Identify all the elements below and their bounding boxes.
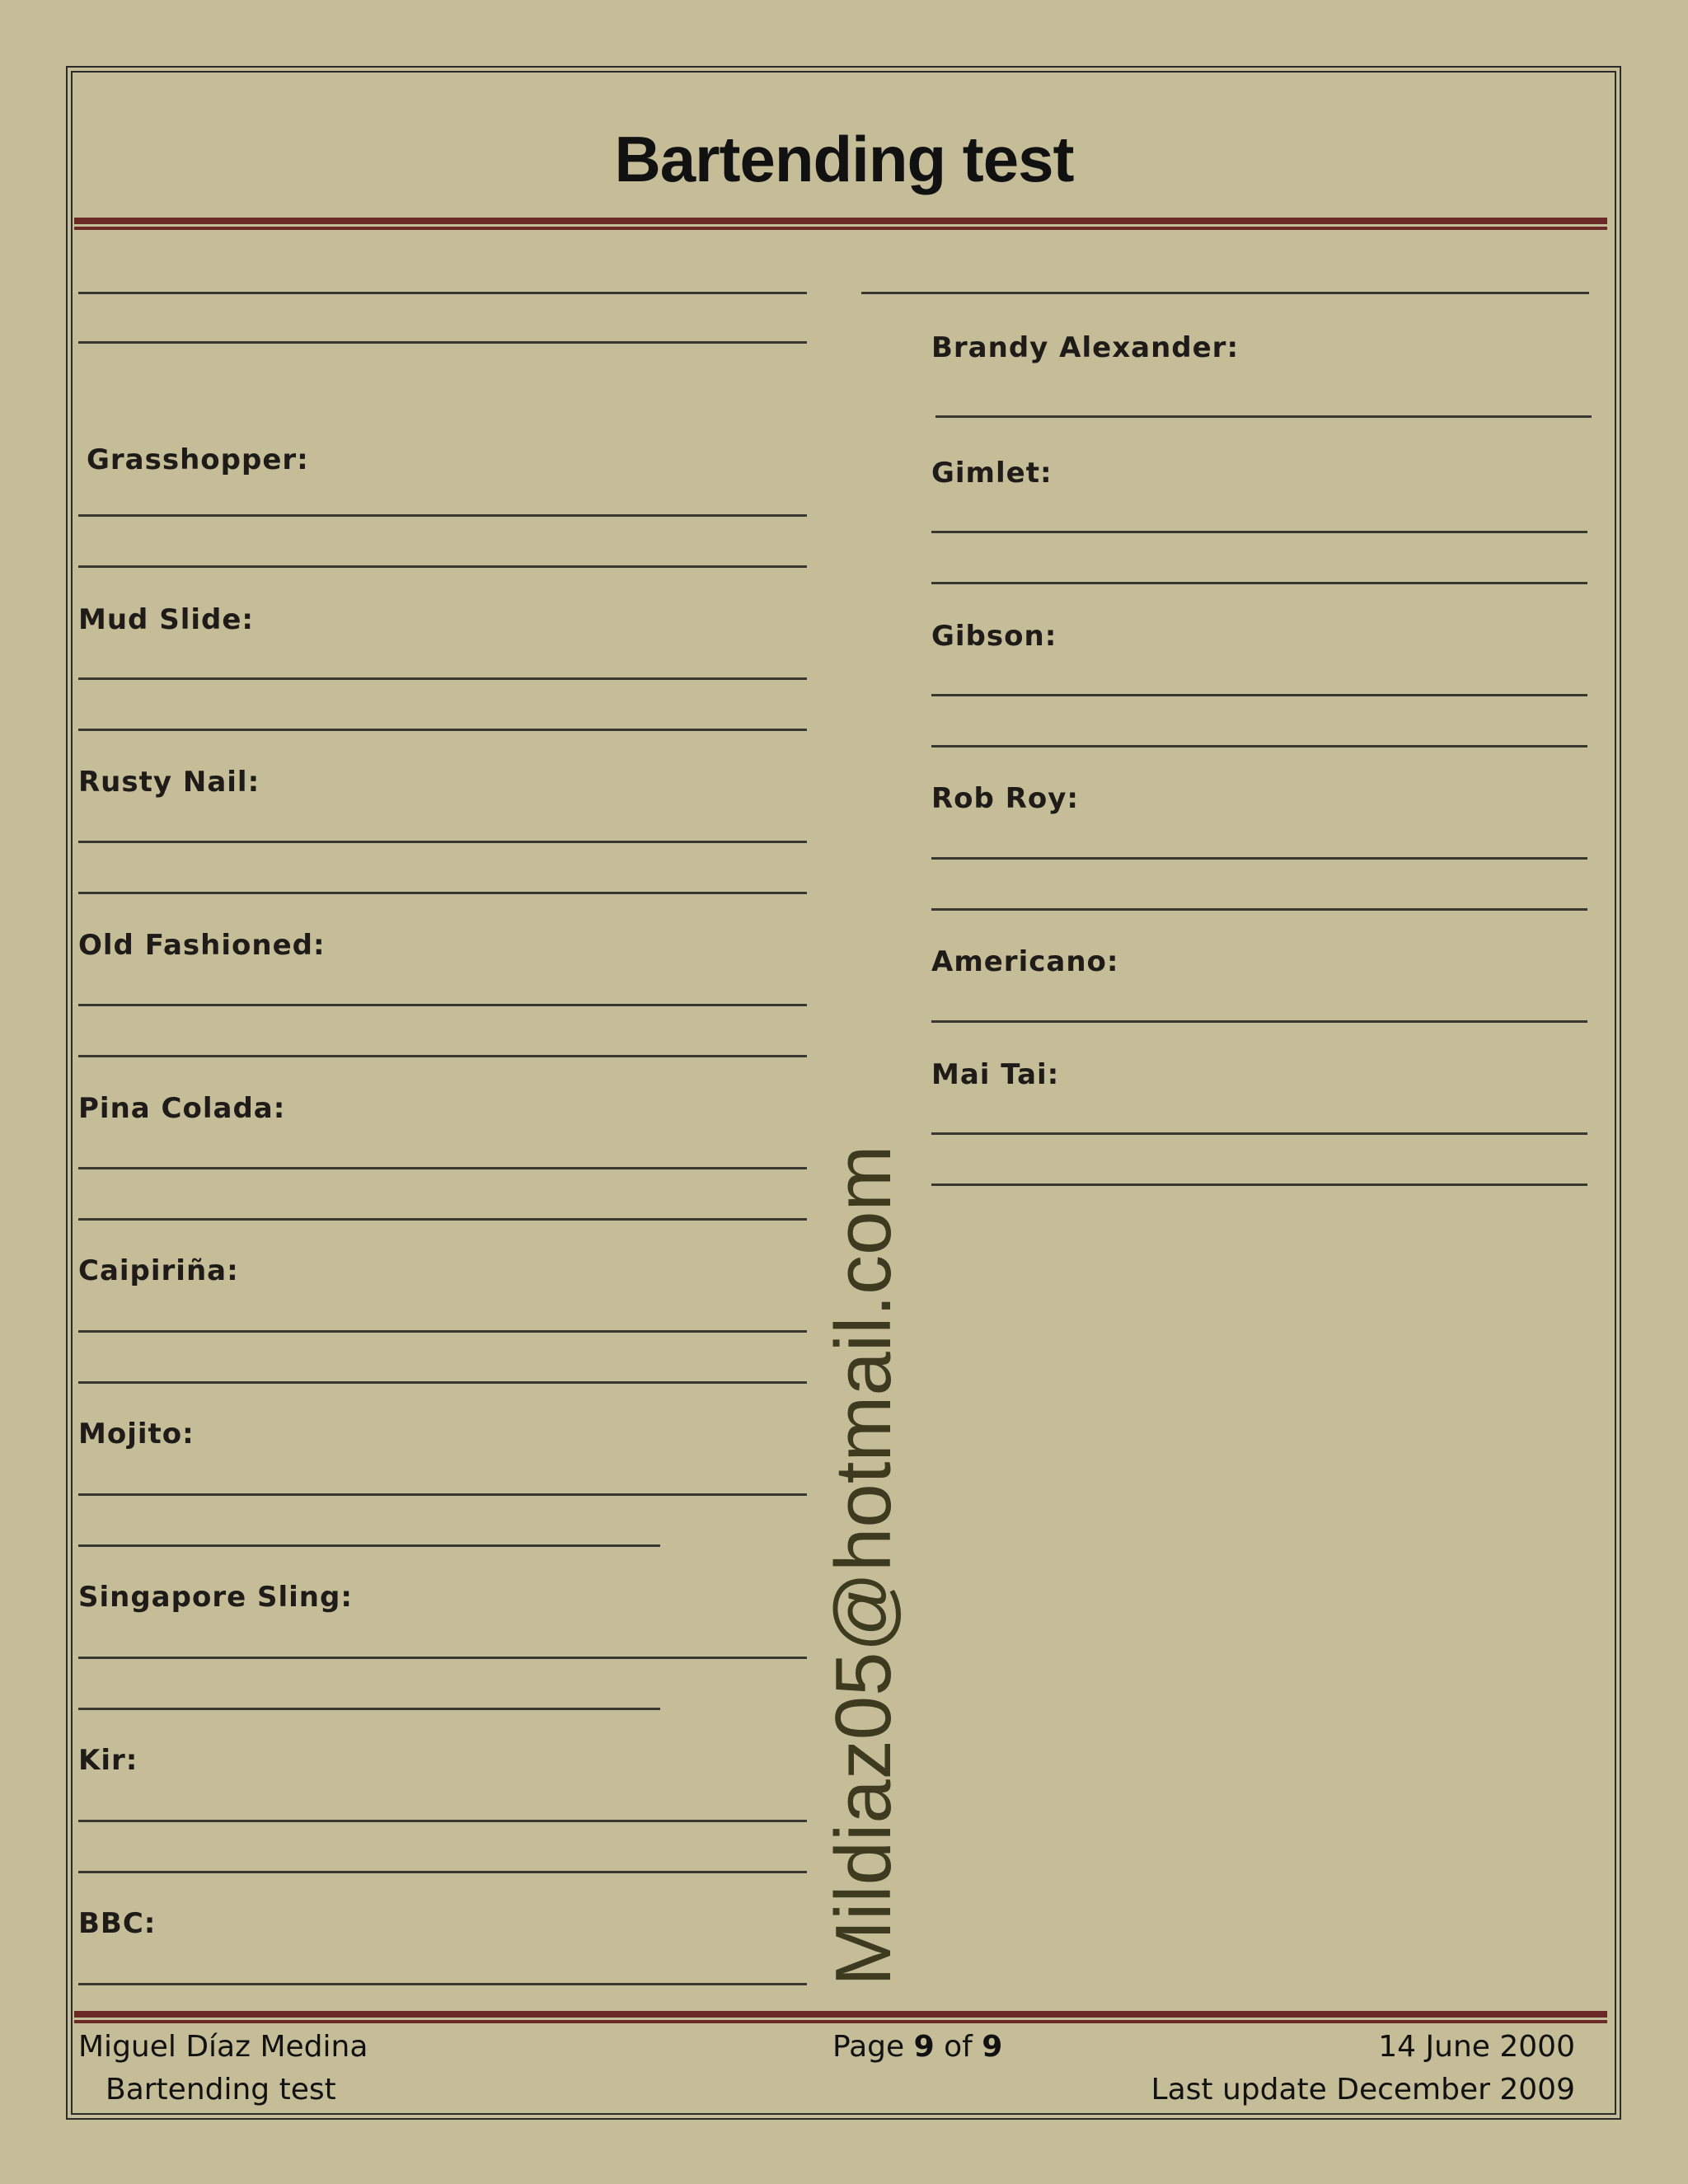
answer-line[interactable]	[78, 341, 807, 344]
question-label-mud-slide: Mud Slide:	[78, 603, 255, 636]
answer-line[interactable]	[78, 1493, 807, 1496]
answer-line[interactable]	[861, 292, 1589, 294]
footer-page-of: of	[944, 2030, 973, 2064]
answer-line[interactable]	[931, 1132, 1587, 1135]
answer-line[interactable]	[78, 1983, 807, 1985]
question-label-mai-tai: Mai Tai:	[931, 1058, 1060, 1091]
question-label-caipirina: Caipiriña:	[78, 1254, 239, 1287]
question-label-singapore-sling: Singapore Sling:	[78, 1581, 353, 1614]
footer-page-total: 9	[982, 2030, 1003, 2064]
question-label-mojito: Mojito:	[78, 1418, 195, 1451]
question-label-rusty-nail: Rusty Nail:	[78, 766, 260, 799]
question-label-gimlet: Gimlet:	[931, 457, 1053, 490]
question-label-rob-roy: Rob Roy:	[931, 782, 1080, 815]
footer-last-update: Last update December 2009	[1151, 2073, 1575, 2107]
question-label-grasshopper: Grasshopper:	[87, 443, 309, 476]
answer-line[interactable]	[78, 841, 807, 843]
footer-author: Miguel Díaz Medina	[78, 2030, 368, 2064]
footer-rule	[74, 2011, 1607, 2020]
answer-line[interactable]	[931, 694, 1587, 696]
answer-line[interactable]	[78, 1167, 807, 1169]
page-title: Bartending test	[614, 123, 1074, 195]
answer-line[interactable]	[78, 514, 807, 517]
answer-line[interactable]	[935, 415, 1592, 418]
answer-line[interactable]	[931, 582, 1587, 584]
answer-line[interactable]	[78, 1330, 807, 1333]
question-label-bbc: BBC:	[78, 1907, 157, 1940]
footer-page-prefix: Page	[832, 2030, 905, 2064]
answer-line[interactable]	[931, 531, 1587, 533]
answer-line[interactable]	[78, 677, 807, 680]
answer-line[interactable]	[78, 1871, 807, 1873]
footer-date: 14 June 2000	[1378, 2030, 1575, 2064]
answer-line[interactable]	[931, 1183, 1587, 1186]
question-label-americano: Americano:	[931, 945, 1119, 978]
email-watermark: Mildiaz05@hotmail.com	[819, 1145, 907, 1986]
footer-page-current: 9	[913, 2030, 935, 2064]
header-rule	[74, 218, 1607, 227]
question-label-old-fashioned: Old Fashioned:	[78, 929, 326, 962]
answer-line[interactable]	[78, 1381, 807, 1384]
answer-line[interactable]	[78, 1708, 660, 1710]
answer-line[interactable]	[78, 729, 807, 731]
answer-line[interactable]	[78, 1055, 807, 1057]
answer-line[interactable]	[78, 1218, 807, 1221]
answer-line[interactable]	[931, 857, 1587, 860]
answer-line[interactable]	[78, 1820, 807, 1822]
answer-line[interactable]	[931, 745, 1587, 748]
question-label-brandy-alexander: Brandy Alexander:	[931, 331, 1240, 364]
answer-line[interactable]	[78, 565, 807, 568]
answer-line[interactable]	[78, 1544, 660, 1547]
answer-line[interactable]	[931, 908, 1587, 911]
question-label-gibson: Gibson:	[931, 620, 1057, 653]
question-label-pina-colada: Pina Colada:	[78, 1092, 286, 1125]
question-label-kir: Kir:	[78, 1744, 138, 1777]
footer-page-number	[832, 2029, 1002, 2065]
answer-line[interactable]	[78, 1657, 807, 1659]
answer-line[interactable]	[931, 1020, 1587, 1023]
footer-doc-name: Bartending test	[106, 2073, 336, 2107]
answer-line[interactable]	[78, 1004, 807, 1006]
answer-line[interactable]	[78, 892, 807, 894]
answer-line[interactable]	[78, 292, 807, 294]
